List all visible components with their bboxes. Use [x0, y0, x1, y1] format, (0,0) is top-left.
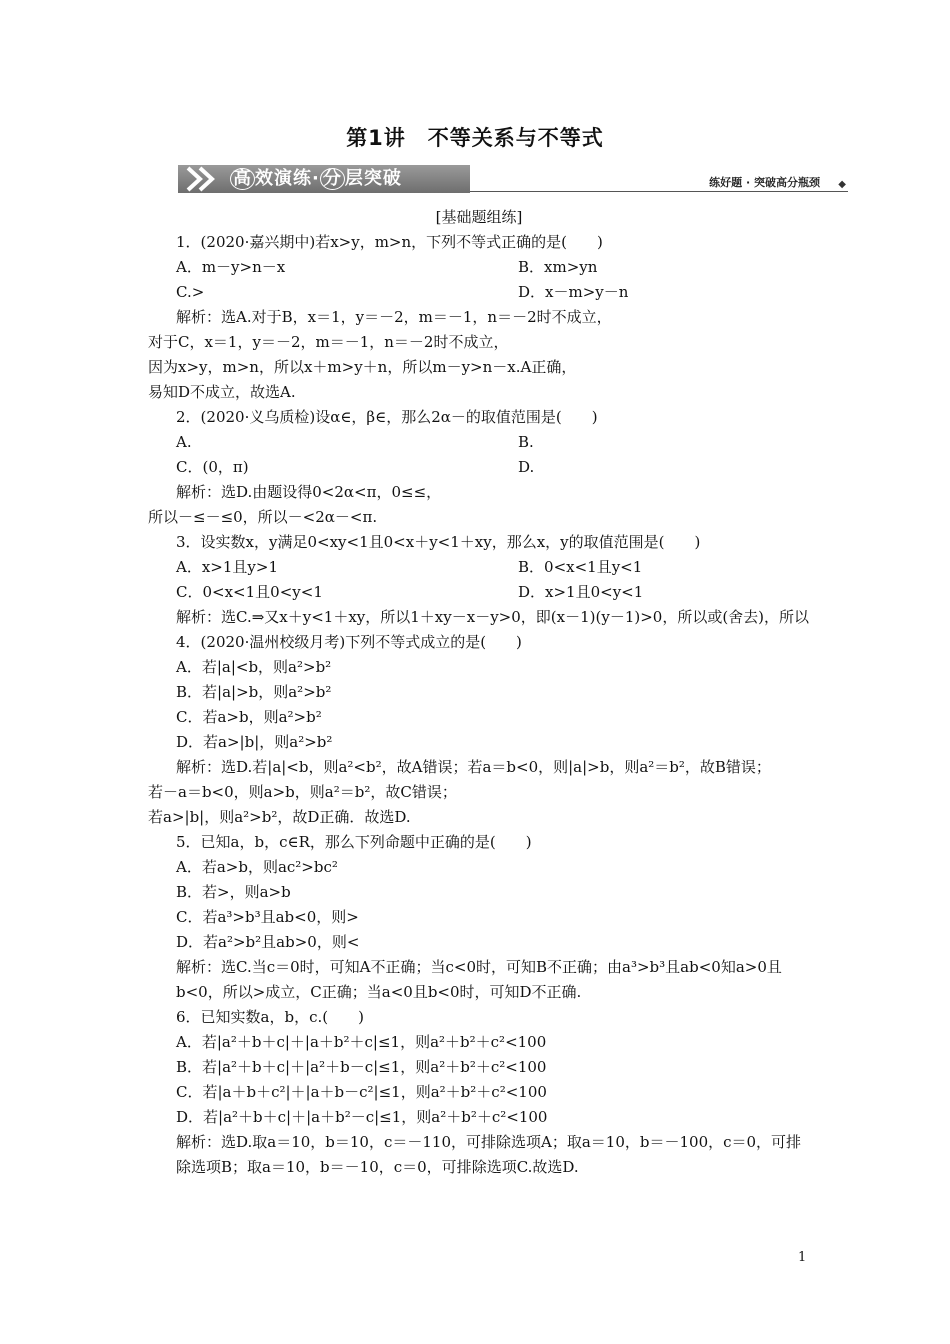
option-c: C．若a³>b³且ab<0，则> [176, 908, 359, 926]
option-c: C．若a>b，则a²>b² [176, 708, 322, 726]
solution-line: 解析：选D.由题设得0<2α<π，0≤≤， [176, 483, 442, 501]
option-d: D．若a²>b²且ab>0，则< [176, 933, 360, 951]
solution-line: 若a>|b|，则a²>b²，故D正确．故选D. [148, 808, 411, 826]
option-b: B．若|a|>b，则a²>b² [176, 683, 332, 701]
solution-line: 因为x>y，m>n，所以x＋m>y＋n，所以m－y>n－x.A正确， [148, 358, 577, 376]
option-a: A．若a>b，则ac²>bc² [176, 858, 338, 876]
option-c: C.> [176, 283, 205, 301]
option-d: D．x－m>y－n [518, 283, 629, 301]
options-row [148, 555, 810, 580]
question-1: 1．(2020·嘉兴期中)若x>y，m>n，下列不等式正确的是( ) [176, 233, 603, 251]
solution-line: 易知D不成立，故选A. [148, 383, 296, 401]
option-a: A．若|a²＋b＋c|＋|a＋b²＋c|≤1，则a²＋b²＋c²<100 [176, 1033, 547, 1051]
banner-slogan: 练好题 · 突破高分瓶颈 [709, 176, 820, 189]
page-title: 第1讲 不等关系与不等式 [346, 126, 604, 150]
option-c: C．0<x<1且0<y<1 [176, 583, 323, 601]
banner-bar [178, 165, 470, 193]
option-b: B．若|a²＋b＋c|＋|a²＋b－c|≤1，则a²＋b²＋c²<100 [176, 1058, 547, 1076]
diamond-icon: ◆ [838, 179, 846, 190]
option-b: B. [518, 433, 534, 451]
option-c: C．若|a＋b＋c²|＋|a＋b－c²|≤1，则a²＋b²＋c²<100 [176, 1083, 547, 1101]
exercise-content [148, 205, 810, 1180]
solution-line: 所以－≤－≤0，所以－<2α－<π. [148, 508, 378, 526]
solution-paragraph: 解析：选D.取a＝10，b＝10，c＝－110，可排除选项A；取a＝10，b＝－100，c＝0，可排除选项B；取a＝10，b＝－10，c＝0，可排除选项C.故选D. [176, 1133, 802, 1176]
options-row [148, 255, 810, 280]
options-row [148, 280, 810, 305]
option-d: D．x>1且0<y<1 [518, 583, 644, 601]
question-6: 6．已知实数a，b，c.( ) [176, 1008, 364, 1026]
banner-title: 高 效演练· 分 层突破 [230, 167, 402, 191]
solution-paragraph: 解析：选C.当c＝0时，可知A不正确；当c<0时，可知B不正确；由a³>b³且ab<0知a>0且b<0，所以>成立，C正确；当a<0且b<0时，可知D不正确. [176, 958, 782, 1001]
banner-rule [470, 191, 848, 192]
section-banner [178, 165, 848, 195]
double-chevron-right-icon [184, 166, 224, 192]
options-row [148, 580, 810, 605]
options-row [148, 430, 810, 455]
solution-line: 解析：选A.对于B，x＝1，y＝－2，m＝－1，n＝－2时不成立， [176, 308, 612, 326]
question-4: 4．(2020·温州校级月考)下列不等式成立的是( ) [176, 633, 522, 651]
solution-line: 解析：选D.若|a|<b，则a²<b²，故A错误；若a＝b<0，则|a|>b，则a²＝b²，故B错误； [176, 758, 771, 776]
question-2: 2．(2020·义乌质检)设α∈，β∈，那么2α－的取值范围是( ) [176, 408, 598, 426]
option-a: A．x>1且y>1 [176, 558, 278, 576]
solution-line: 若－a＝b<0，则a>b，则a²＝b²，故C错误； [148, 783, 457, 801]
option-b: B．0<x<1且y<1 [518, 558, 643, 576]
option-d: D. [518, 458, 535, 476]
option-b: B．xm>yn [518, 258, 598, 276]
option-a: A. [176, 433, 192, 451]
section-heading: [基础题组练] [435, 208, 523, 226]
option-c: C．(0，π) [176, 458, 249, 476]
option-d: D．若|a²＋b＋c|＋|a＋b²－c|≤1，则a²＋b²＋c²<100 [176, 1108, 548, 1126]
option-a: A．m－y>n－x [176, 258, 286, 276]
solution-paragraph: 解析：选C.⇒又x＋y<1＋xy，所以1＋xy－x－y>0，即(x－1)(y－1)>0，所以或(舍去)，所以 [176, 608, 810, 626]
option-d: D．若a>|b|，则a²>b² [176, 733, 333, 751]
option-a: A．若|a|<b，则a²>b² [176, 658, 332, 676]
question-5: 5．已知a，b，c∈R，那么下列命题中正确的是( ) [176, 833, 532, 851]
page-number: 1 [798, 1250, 807, 1265]
options-row [148, 455, 810, 480]
question-3: 3．设实数x，y满足0<xy<1且0<x＋y<1＋xy，那么x，y的取值范围是( ) [176, 533, 701, 551]
option-b: B．若>，则a>b [176, 883, 291, 901]
solution-line: 对于C，x＝1，y＝－2，m＝－1，n＝－2时不成立， [148, 333, 509, 351]
